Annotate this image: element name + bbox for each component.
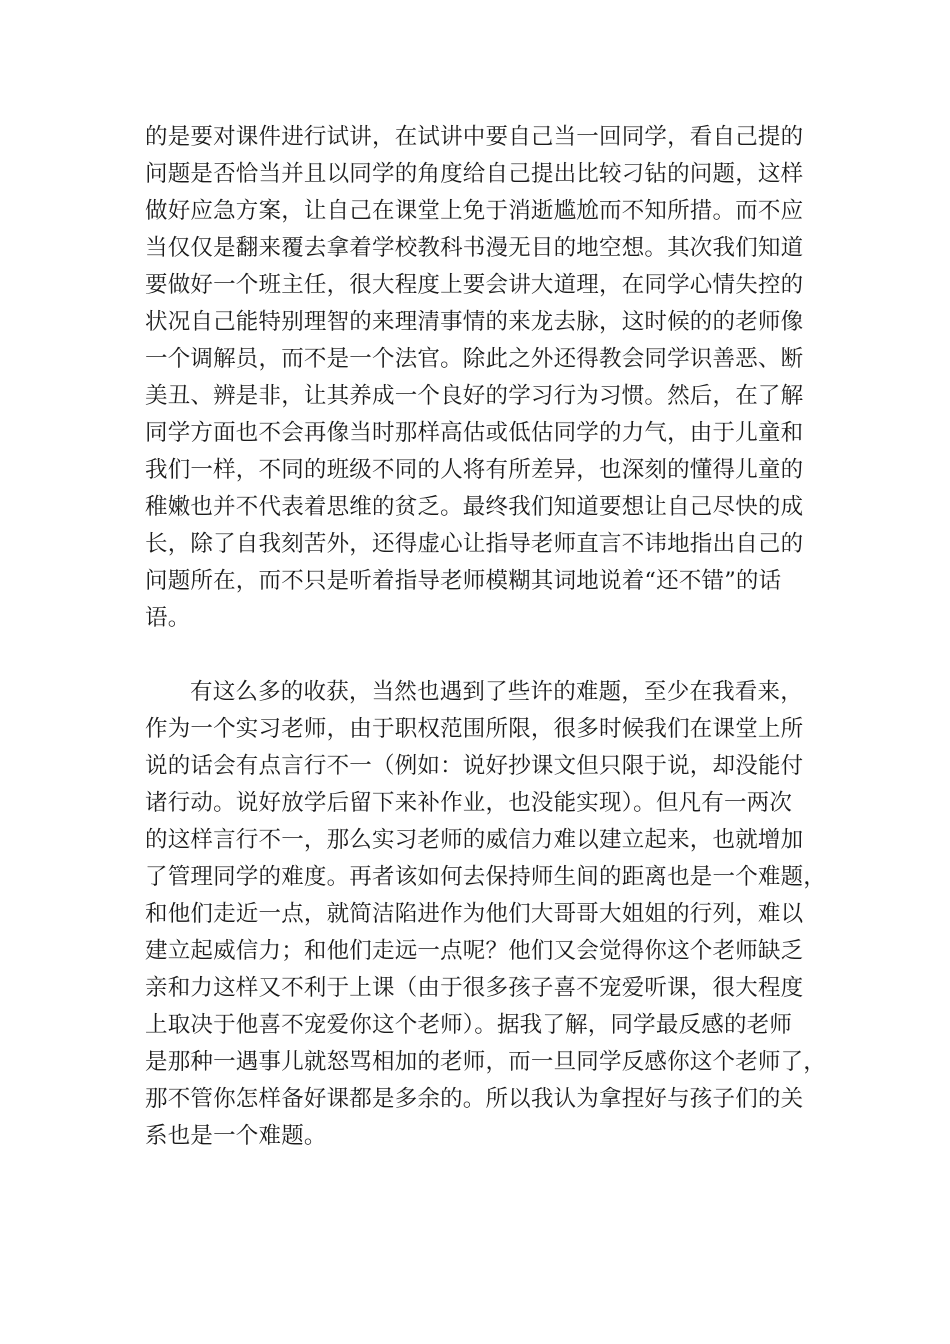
text-line: 同学方面也不会再像当时那样高估或低估同学的力气，由于儿童和 xyxy=(145,420,804,446)
text-line: 语。 xyxy=(145,605,191,631)
text-line: 状况自己能特别理智的来理清事情的来龙去脉，这时候的的老师像 xyxy=(145,309,804,335)
text-line: 一个调解员，而不是一个法官。除此之外还得教会同学识善恶、断 xyxy=(145,346,804,372)
text-line: 长，除了自我刻苦外，还得虚心让指导老师直言不讳地指出自己的 xyxy=(145,531,804,557)
text-line: 了管理同学的难度。再者该如何去保持师生间的距离也是一个难题， xyxy=(145,864,827,890)
text-line: 建立起威信力；和他们走远一点呢？他们又会觉得你这个老师缺乏 xyxy=(145,938,804,964)
text-line: 我们一样，不同的班级不同的人将有所差异，也深刻的懂得儿童的 xyxy=(145,457,804,483)
text-line: 有这么多的收获，当然也遇到了些许的难题，至少在我看来， xyxy=(190,679,803,705)
text-line: 要做好一个班主任，很大程度上要会讲大道理，在同学心情失控的 xyxy=(145,272,804,298)
text-line: 的这样言行不一，那么实习老师的威信力难以建立起来，也就增加 xyxy=(145,827,804,853)
text-line: 的是要对课件进行试讲，在试讲中要自己当一回同学，看自己提的 xyxy=(145,124,804,150)
text-line: 问题所在，而不只是听着指导老师模糊其词地说着“还不错”的话 xyxy=(145,568,782,594)
text-line: 稚嫩也并不代表着思维的贫乏。最终我们知道要想让自己尽快的成 xyxy=(145,494,804,520)
text-line: 系也是一个难题。 xyxy=(145,1123,327,1149)
text-line: 亲和力这样又不利于上课（由于很多孩子喜不宠爱听课，很大程度 xyxy=(145,975,804,1001)
text-line: 当仅仅是翻来覆去拿着学校教科书漫无目的地空想。其次我们知道 xyxy=(145,235,804,261)
text-line: 说的话会有点言行不一（例如：说好抄课文但只限于说，却没能付 xyxy=(145,753,804,779)
text-line: 上取决于他喜不宠爱你这个老师）。据我了解，同学最反感的老师 xyxy=(145,1012,793,1038)
text-line: 做好应急方案，让自己在课堂上免于消逝尴尬而不知所措。而不应 xyxy=(145,198,804,224)
text-line: 问题是否恰当并且以同学的角度给自己提出比较刁钻的问题，这样 xyxy=(145,161,804,187)
text-line: 美丑、辨是非，让其养成一个良好的学习行为习惯。然后，在了解 xyxy=(145,383,804,409)
text-line: 是那种一遇事儿就怒骂相加的老师，而一旦同学反感你这个老师了， xyxy=(145,1049,827,1075)
text-line: 诸行动。说好放学后留下来补作业，也没能实现）。但凡有一两次 xyxy=(145,790,793,816)
text-line: 和他们走近一点，就简洁陷进作为他们大哥哥大姐姐的行列，难以 xyxy=(145,901,804,927)
text-line: 那不管你怎样备好课都是多余的。所以我认为拿捏好与孩子们的关 xyxy=(145,1086,804,1112)
text-line: 作为一个实习老师，由于职权范围所限，很多时候我们在课堂上所 xyxy=(145,716,804,742)
